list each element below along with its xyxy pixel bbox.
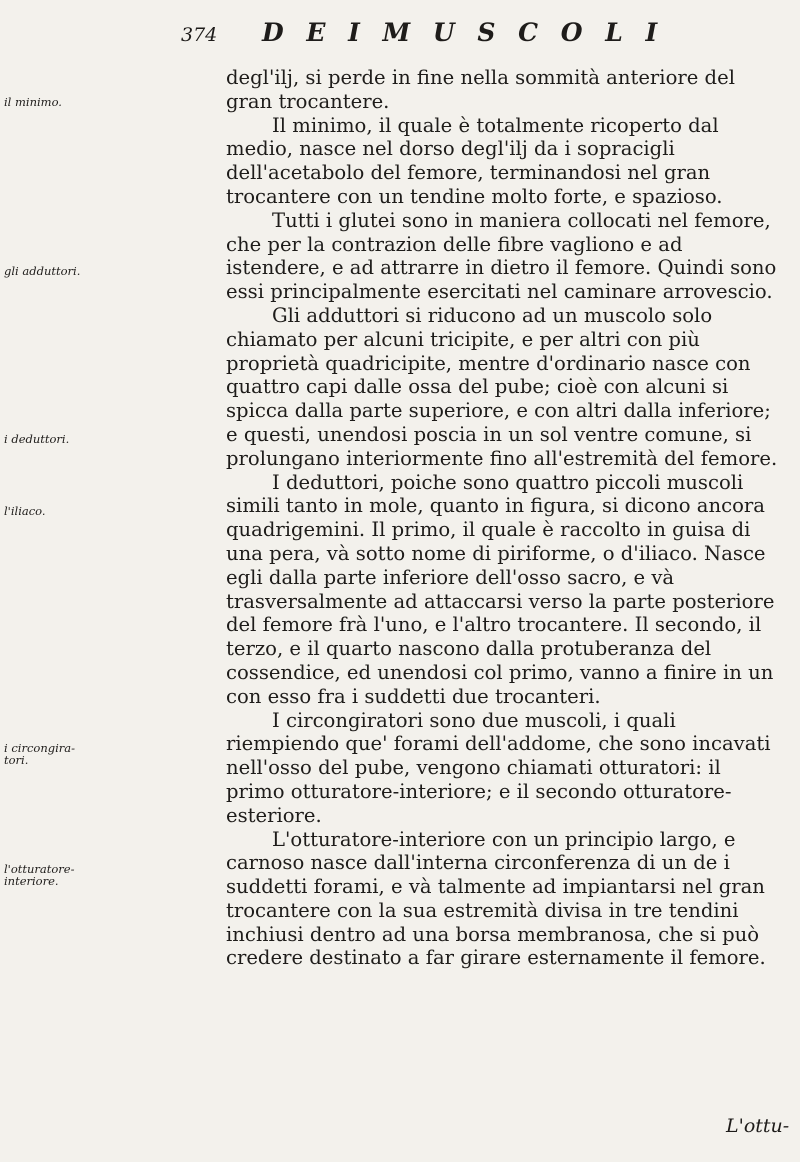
running-title: D E I M U S C O L I (262, 18, 665, 47)
body-text (226, 66, 778, 970)
margin-note-deduttori: i deduttori. (4, 432, 70, 446)
paragraph: Gli adduttori si riducono ad un muscolo solo chiamato per alcuni tricipite, e per altri con più proprietà quadricipite, mentre d'ordinario nasce con quattro capi dalle ossa del pube; cioè con alcuni si spicca dalla parte superiore, e con altri dalla inferiore; e questi, unendosi poscia in un sol ventre comune, si prolungano interiormente fino all'estremità del femore. (226, 303, 778, 470)
paragraph: I deduttori, poiche sono quattro piccoli muscoli simili tanto in mole, quanto in figura, si dicono ancora quadrigemini. Il primo, il quale è raccolto in guisa di una pera, và sotto nome di piriforme, o d'iliaco. Nasce egli dalla parte inferiore dell'osso sacro, e và trasversalmente ad attaccarsi verso la parte posteriore del femore frà l'uno, e l'altro trocantere. Il secondo, il terzo, e il quarto nascono dalla protuberanza del cossendice, ed unendosi col primo, vanno a finire in un con esso fra i suddetti due trocanteri. (226, 470, 775, 708)
margin-note-circongiratori: i circongira-tori. (4, 741, 75, 767)
margin-note-minimo: il minimo. (4, 95, 62, 109)
paragraph: Il minimo, il quale è totalmente ricoperto dal medio, nasce nel dorso degl'ilj da i sopracigli dell'acetabolo del femore, terminandosi nel gran trocantere con un tendine molto forte, e spazioso. (226, 113, 723, 208)
margin-note-otturatore-interiore: l'otturatore-interiore. (4, 862, 75, 888)
page-number: 374 (181, 24, 218, 46)
paragraph: I circongiratori sono due muscoli, i quali riempiendo que' forami dell'addome, che sono incavati nell'osso del pube, vengono chiamati otturatori: il primo otturatore-interiore; e il secondo otturatore-esteriore. (226, 708, 771, 827)
page-header (0, 18, 800, 58)
paragraph: L'otturatore-interiore con un principio largo, e carnoso nasce dall'interna circonferenza di un de i suddetti forami, e và talmente ad impiantarsi nel gran trocantere con la sua estremità divisa in tre tendini inchiusi dentro ad una borsa membranosa, che si può credere destinato a far girare esternamente il femore. (226, 827, 766, 970)
margin-note-iliaco: l'iliaco. (4, 504, 46, 518)
paragraph: Tutti i glutei sono in maniera collocati nel femore, che per la contrazion delle fibre vagliono e ad istendere, e ad attrarre in dietro il femore. Quindi sono essi principalmente esercitati nel caminare arrovescio. (226, 208, 777, 304)
paragraph: degl'ilj, si perde in fine nella sommità anteriore del gran trocantere. (226, 66, 735, 113)
margin-note-adduttori: gli adduttori. (4, 264, 81, 278)
catchword: L'ottu- (726, 1115, 790, 1137)
